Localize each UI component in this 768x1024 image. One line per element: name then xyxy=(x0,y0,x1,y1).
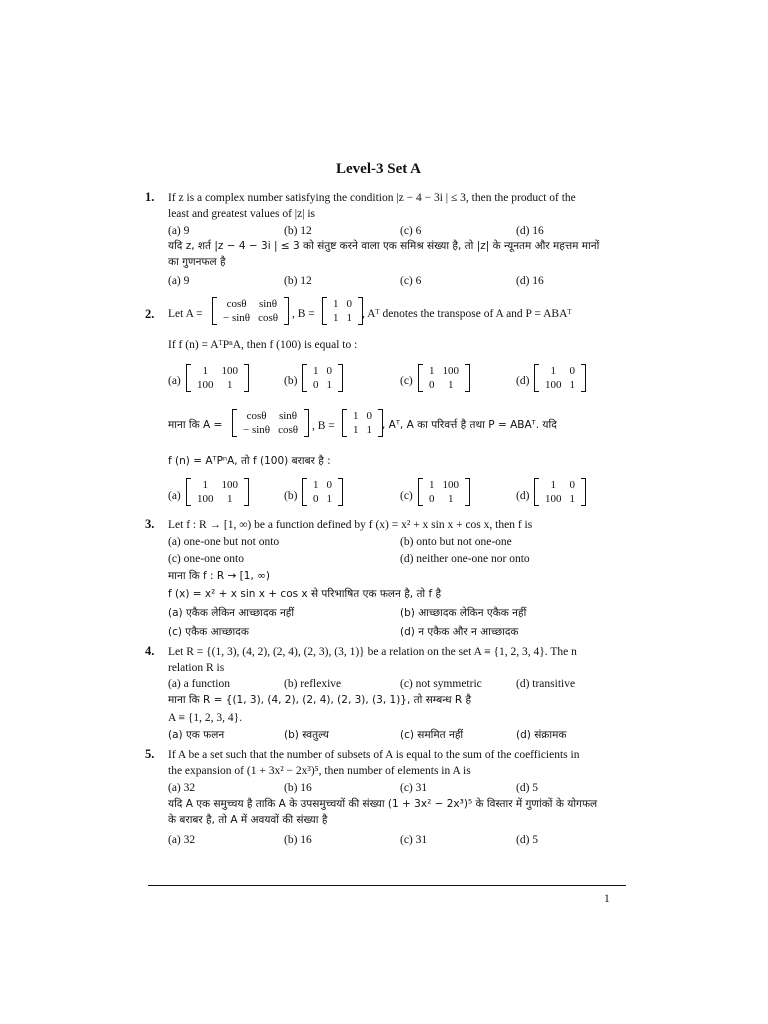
option-d-matrix: 1 0 100 1 xyxy=(534,478,586,506)
matrix-a: cosθ sinθ − sinθ cosθ xyxy=(212,297,289,325)
option-b: (b) 12 xyxy=(284,275,312,287)
option-c-matrix: 1 100 0 1 xyxy=(418,364,470,392)
option-d: (d) neither one-one nor onto xyxy=(400,553,530,565)
question-text-en: relation R is xyxy=(168,662,225,674)
option-c: (c) सममित नहीं xyxy=(400,729,464,741)
option-a: (a) 32 xyxy=(168,782,196,794)
question-text-hi: यदि A एक समुच्चय है ताकि A के उपसमुच्चयों की संख्या (1 + 3x² − 2x³)⁵ के विस्तार में गुणांकों के योगफल xyxy=(168,798,598,810)
option-d: (d) 5 xyxy=(516,834,539,846)
option-a: (a) 9 xyxy=(168,225,190,237)
question-text-hi: के बराबर है, तो A में अवयवों की संख्या है xyxy=(168,814,328,826)
question-text-hi: f (n) = AᵀPⁿA, तो f (100) बराबर है : xyxy=(168,455,331,467)
question-text-en: If z is a complex number satisfying the condition |z − 4 − 3i | ≤ 3, then the product of the xyxy=(168,192,576,204)
option-c: (c) 6 xyxy=(400,225,422,237)
question-text-hi: यदि z, शर्त |z − 4 − 3i | ≤ 3 को संतुष्ट करने वाला एक समिश्र संख्या है, तो |z| के न्यूनतम और महत्तम मानों xyxy=(168,240,600,252)
page-title: Level-3 Set A xyxy=(336,161,421,177)
option-a: (a) 9 xyxy=(168,275,190,287)
matrix-b: 1 0 1 1 xyxy=(322,297,363,325)
question-text-en: If f (n) = AᵀPⁿA, then f (100) is equal to : xyxy=(168,339,358,351)
question-text-en: least and greatest values of |z| is xyxy=(168,208,316,220)
question-number: 2. xyxy=(145,307,155,321)
page-number: 1 xyxy=(604,893,610,905)
question-text-hi: माना कि A = xyxy=(168,419,223,431)
question-text-en: the expansion of (1 + 3x² − 2x³)⁵, then number of elements in A is xyxy=(168,765,471,777)
option-c: (c) 31 xyxy=(400,834,428,846)
question-text-hi: , Aᵀ, A का परिवर्त्त है तथा P = ABAᵀ. यदि xyxy=(382,419,557,431)
option-b-label: (b) xyxy=(284,490,298,502)
option-c: (c) एकैक आच्छादक xyxy=(168,626,249,638)
question-number: 3. xyxy=(145,517,155,531)
option-a: (a) 32 xyxy=(168,834,196,846)
option-c: (c) 6 xyxy=(400,275,422,287)
option-d: (d) न एकैक और न आच्छादक xyxy=(400,626,519,638)
option-c-matrix: 1 100 0 1 xyxy=(418,478,470,506)
option-c: (c) not symmetric xyxy=(400,678,482,690)
option-b: (b) 16 xyxy=(284,782,312,794)
question-text-hi: का गुणनफल है xyxy=(168,256,226,268)
option-d-label: (d) xyxy=(516,490,530,502)
option-b-matrix: 1 0 0 1 xyxy=(302,364,343,392)
question-text-en: , B = xyxy=(292,308,315,320)
option-a-matrix: 1 100 100 1 xyxy=(186,478,249,506)
option-d-label: (d) xyxy=(516,375,530,387)
option-d: (d) transitive xyxy=(516,678,576,690)
question-number: 4. xyxy=(145,644,155,658)
matrix-b: 1 0 1 1 xyxy=(342,409,383,437)
question-number: 5. xyxy=(145,747,155,761)
question-text-hi: f (x) = x² + x sin x + cos x से परिभाषित एक फलन है, तो f है xyxy=(168,588,442,600)
question-text-en: Let f : R → [1, ∞) be a function defined by f (x) = x² + x sin x + cos x, then f is xyxy=(168,519,533,531)
option-b: (b) onto but not one-one xyxy=(400,536,512,548)
question-text-hi: माना कि f : R → [1, ∞) xyxy=(168,570,270,582)
option-d: (d) 16 xyxy=(516,225,544,237)
option-d: (d) 16 xyxy=(516,275,544,287)
option-a-label: (a) xyxy=(168,375,181,387)
option-b: (b) 12 xyxy=(284,225,312,237)
question-text-en: , Aᵀ denotes the transpose of A and P = ABAᵀ xyxy=(362,308,572,320)
question-text-hi: A ≡ {1, 2, 3, 4}. xyxy=(168,712,243,724)
question-text-en: If A be a set such that the number of subsets of A is equal to the sum of the coefficients in xyxy=(168,749,580,761)
question-text-en: , B = xyxy=(312,420,335,432)
option-b: (b) आच्छादक लेकिन एकैक नहीं xyxy=(400,607,527,619)
question-text-hi: माना कि R = {(1, 3), (4, 2), (2, 4), (2, 3), (3, 1)}, तो सम्बन्ध R है xyxy=(168,694,472,706)
question-number: 1. xyxy=(145,190,155,204)
option-b-label: (b) xyxy=(284,375,298,387)
question-text-en: Let A = xyxy=(168,308,203,320)
option-c: (c) one-one onto xyxy=(168,553,244,565)
option-c: (c) 31 xyxy=(400,782,428,794)
option-b: (b) reflexive xyxy=(284,678,342,690)
option-c-label: (c) xyxy=(400,490,413,502)
option-b-matrix: 1 0 0 1 xyxy=(302,478,343,506)
option-a: (a) one-one but not onto xyxy=(168,536,280,548)
matrix-a: cosθ sinθ − sinθ cosθ xyxy=(232,409,309,437)
option-a-matrix: 1 100 100 1 xyxy=(186,364,249,392)
question-text-en: Let R = {(1, 3), (4, 2), (2, 4), (2, 3), (3, 1)} be a relation on the set A ≡ {1, 2, 3, 4}. The n xyxy=(168,646,577,658)
option-b: (b) स्वतुल्य xyxy=(284,729,329,741)
footer-divider xyxy=(148,885,626,886)
option-b: (b) 16 xyxy=(284,834,312,846)
option-d: (d) संक्रामक xyxy=(516,729,567,741)
option-a: (a) a function xyxy=(168,678,230,690)
option-d: (d) 5 xyxy=(516,782,539,794)
option-a: (a) एक फलन xyxy=(168,729,225,741)
option-c-label: (c) xyxy=(400,375,413,387)
option-a-label: (a) xyxy=(168,490,181,502)
option-a: (a) एकैक लेकिन आच्छादक नहीं xyxy=(168,607,295,619)
option-d-matrix: 1 0 100 1 xyxy=(534,364,586,392)
